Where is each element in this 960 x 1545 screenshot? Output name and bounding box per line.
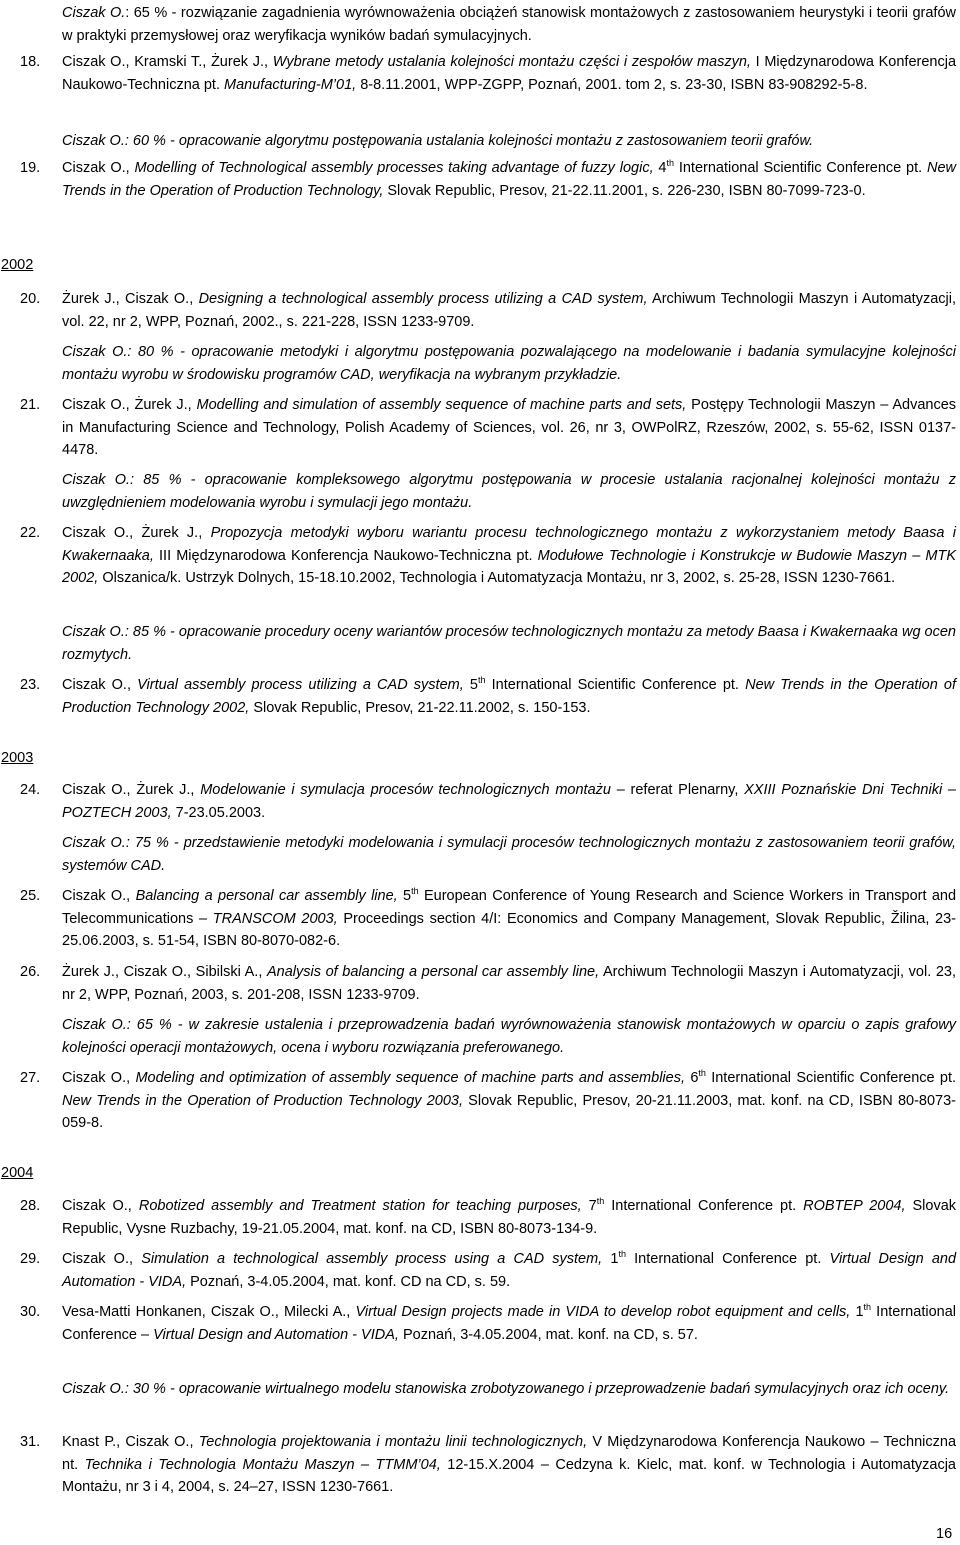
year-heading-2004: 2004 (1, 1165, 34, 1181)
title: Wybrane metody ustalania kolejności montażu części i zespołów maszyn, (272, 54, 751, 70)
entry-number: 29. (20, 1251, 41, 1267)
authors: Ciszak O., Kramski T., Żurek J., (62, 54, 268, 70)
entry-number: 24. (20, 782, 41, 798)
entry-number: 21. (20, 397, 41, 413)
entry-number: 26. (20, 964, 41, 980)
entry-number: 19. (20, 160, 41, 176)
note-author: Ciszak O. (62, 5, 126, 21)
authors: Ciszak O., (62, 160, 130, 176)
details: Slovak Republic, Presov, 21-22.11.2001, s. 226-230, ISBN 80-7099-723-0. (387, 182, 866, 199)
year-heading-2002: 2002 (1, 257, 34, 273)
conference: Manufacturing-M’01, (224, 76, 357, 93)
entry-number: 25. (20, 888, 41, 904)
details: Archiwum Technologii Maszyn i Automatyzacji, vol. 22, nr 2, WPP, Poznań, 2002., s. 221-228, ISSN 1233-9709. (62, 291, 956, 330)
note-text: : 60 % - opracowanie algorytmu postępowania ustalania kolejności montażu z zastosowaniem teorii grafów. (124, 133, 814, 149)
conference: New Trends in the Operation of Production Technology, (62, 160, 957, 199)
conference: Postępy Technologii Maszyn – Advances in Manufacturing Science and Technology, (62, 397, 957, 436)
entry-number: 27. (20, 1070, 41, 1086)
entry-number: 20. (20, 291, 41, 307)
document-page: Ciszak O.: 65 % - rozwiązanie zagadnienia wyrównoważenia obciążeń stanowisk montażowych z zastosowaniem heurystyki i teorii grafów w praktyki przemysłowej oraz weryfikacja wyników badań symulacyjnych. 18. Ciszak O., Kramski T., Żurek J., Wybrane metody ustalania kolejności montażu części i zespołów maszyn, I Międzynarodowa Konferencja Naukowo-Techniczna pt. Manufacturing-M’01, 8-8.11.2001, WPP-ZGPP, Poznań, 2001. tom 2, s. 23-30, ISBN 83-908292-5-8. Ciszak O.: 60 % - opracowanie algorytmu postępowania ustalania kolejności montażu z zastosowaniem teorii grafów. 19. Ciszak O., Modelling of Technological assembly processes taking advantage of fuzzy logic, 4th International Scientific Conference pt. New Trends in the Operation of Production Technology, Slovak Republic, Presov, 21-22.11.2001, s. 226-230, ISBN 80-7099-723-0. 2002 20. Żurek J., Ciszak O., Designing a technological assembly process utilizing a CAD system, Archiwum Technologii Maszyn i Automatyzacji, vol. 22, nr 2, WPP, Poznań, 2002., s. 221-228, ISSN 1233-9709. Ciszak O.: 80 % - opracowanie metodyki i algorytmu postępowania pozwalającego na modelowanie i badania symulacyjne kolejności montażu wyrobu w środowisku programów CAD, weryfikacja na wybranym przykładzie. 21. Ciszak O., Żurek J., Modelling and simulation of assembly sequence of machine parts and sets, Postępy Technologii Maszyn – Advances in Manufacturing Science and Technology, Polish Academy of Sciences, vol. 26, nr 3, OWPolRZ, Rzeszów, 2002, s. 55-62, ISSN 0137-4478. Ciszak O.: 85 % - opracowanie kompleksowego algorytmu postępowania w procesie ustalania racjonalnej kolejności montażu z uwzględnieniem modelowania wyrobu i symulacji jego montażu. 22. Ciszak O., Żurek J., Propozycja metodyki wyboru wariantu procesu technologicznego montażu z wykorzystaniem metody Baasa i Kwakernaaka, III Międzynarodowa Konferencja Naukowo-Techniczna pt. Modułowe Technologie i Konstrukcje w Budowie Maszyn – MTK 2002, Olszanica/k. Ustrzyk Dolnych, 15-18.10.2002, Technologia i Automatyzacja Montażu, nr 3, 2002, s. 25-28, ISSN 1230-7661. Ciszak O.: 85 % - opracowanie procedury oceny wariantów procesów technologicznych montażu za metody Baasa i Kwakernaaka wg ocen rozmytych. 23. Ciszak O., Virtual assembly process utilizing a CAD system, 5th International Scientific Conference pt. New Trends in the Operation of Production Technology 2002, Slovak Republic, Presov, 21-22.11.2002, s. 150-153. 2003 24. Ciszak O., Żurek J., Modelowanie i symulacja procesów technologicznych montażu – referat Plenarny, XXIII Poznańskie Dni Techniki – POZTECH 2003, 7-23.05.2003. Ciszak O.: 75 % - przedstawienie metodyki modelowania i symulacji procesów technologicznych montażu z zastosowaniem teorii grafów, systemów CAD. 25. Ciszak O., Balancing a personal car assembly line, 5th European Conference of Young Research and Science Workers in Transport and Telecommunications – TRANSCOM 2003, Proceedings section 4/I: Economics and Company Management, Slovak Republic, Žilina, 23-25.06.2003, s. 51-54, ISBN 80-8070-082-6. 26. Żurek J., Ciszak O., Sibilski A., Analysis of balancing a personal car assembly line, Archiwum Technologii Maszyn i Automatyzacji, vol. 23, nr 2, WPP, Poznań, 2003, s. 201-208, ISSN 1233-9709. Ciszak O.: 65 % - w zakresie ustalenia i przeprowadzenia badań wyrównoważenia stanowisk montażowych w oparciu o zapis grafowy kolejności operacji montażowych, ocena i wyboru rozwiązania preferowanego. 27. Ciszak O., Modeling and optimization of assembly sequence of machine parts and assemblies, 6th International Scientific Conference pt. New Trends in the Operation of Production Technology 2003, Slovak Republic, Presov, 20-21.11.2003, mat. konf. na CD, ISBN 80-8073-059-8. 2004 28. Ciszak O., Robotized assembly and Treatment station for teaching purposes, 7th International Conference pt. ROBTEP 2004, Slovak Republic, Vysne Ruzbachy, 19-21.05.2004, mat. konf. na CD, ISBN 80-8073-134-9. 29. Ciszak O., Simulation a technological assembly process using a CAD system, 1th International Conference pt. Virtual Design and Automation - VIDA, Poznań, 3-4.05.2004, mat. konf. CD na CD, s. 59. 30. Vesa-Matti Honkanen, Ciszak O., Milecki A., Virtual Design projects made in VIDA to develop robot equipment and cells, 1th International Conference – Virtual Design and Automation - VIDA, Poznań, 3-4.05.2004, mat. konf. na CD, s. 57. Ciszak O.: 30 % - opracowanie wirtualnego modelu stanowiska zrobotyzowanego i przeprowadzenie badań symulacyjnych oraz ich oceny. 31. Knast P., Ciszak O., Technologia projektowania i montażu linii technologicznych, V Międzynarodowa Konferencja Naukowo – Techniczna nt. Technika i Technologia Montażu Maszyn – TTMM’04, 12-15.X.2004 – Cedzyna k. Kielc, mat. konf. w Technologia i Automatyzacja Montażu, nr 3 i 4, 2004, s. 24–27, ISSN 1230-7661. 16 (1, 5, 957, 1542)
entry-number: 28. (20, 1198, 41, 1214)
entry-number: 23. (20, 677, 41, 693)
authors: Żurek J., Ciszak O., (62, 291, 194, 307)
venue: I Międzynarodowa Konferencja Naukowo-Techniczna pt. (62, 54, 957, 93)
note-author: Ciszak O. (62, 133, 125, 149)
title: Designing a technological assembly process utilizing a CAD system, (198, 291, 648, 307)
note-text: : 65 % - rozwiązanie zagadnienia wyrównoważenia obciążeń stanowisk montażowych z zastosowaniem heurystyki i teorii grafów w praktyki przemysłowej oraz weryfikacja wyników badań symulacyjnych. (62, 5, 956, 44)
entry-number: 31. (20, 1434, 41, 1450)
entry-number: 22. (20, 525, 41, 541)
year-heading-2003: 2003 (1, 750, 34, 766)
title: Modelling of Technological assembly processes taking advantage of fuzzy logic, (134, 160, 654, 176)
entry-number: 30. (20, 1304, 41, 1320)
details: 8-8.11.2001, WPP-ZGPP, Poznań, 2001. tom 2, s. 23-30, ISBN 83-908292-5-8. (360, 76, 868, 93)
entry-number: 18. (20, 54, 41, 70)
page-number: 16 (936, 1526, 953, 1542)
